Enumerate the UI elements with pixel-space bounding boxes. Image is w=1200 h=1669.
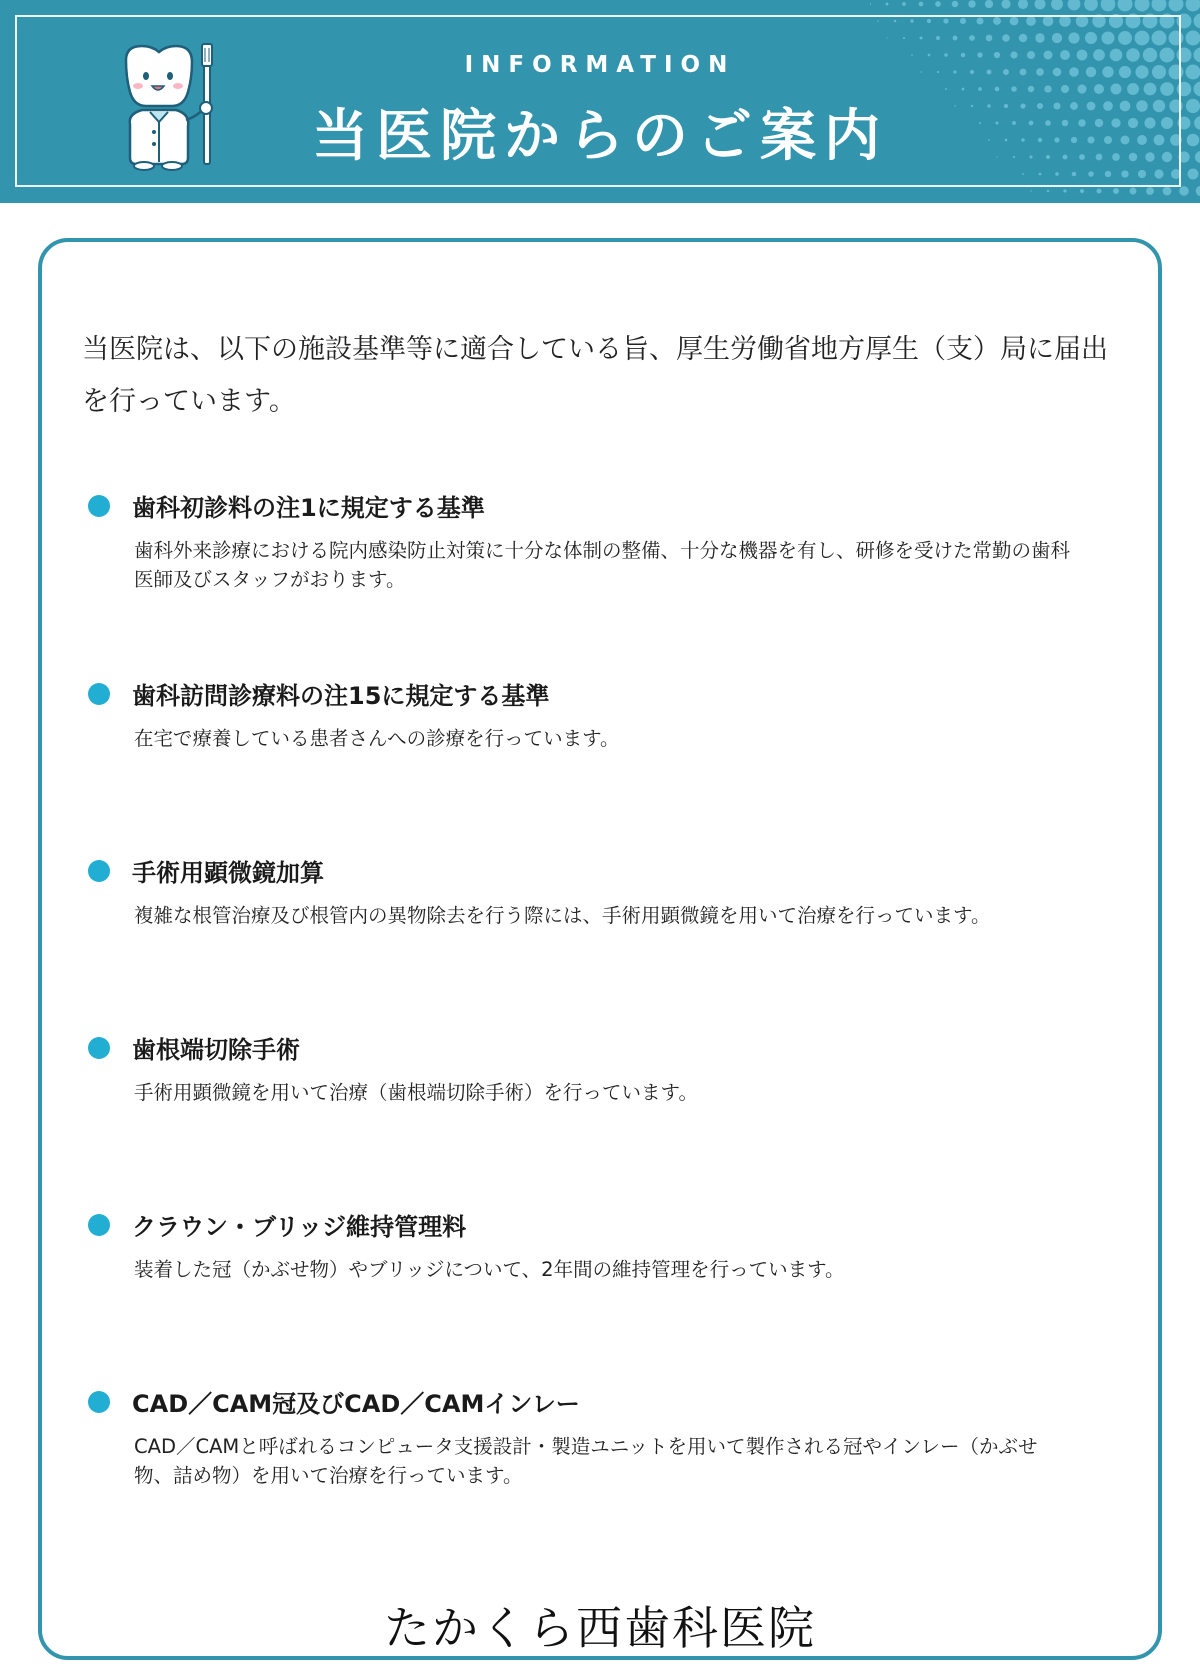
clinic-name: たかくら西歯科医院 (384, 1601, 816, 1655)
item-title: クラウン・ブリッジ維持管理料 (132, 1213, 467, 1241)
item-title: 歯科訪問診療料の注15に規定する基準 (132, 682, 550, 710)
item-title: CAD／CAM冠及びCAD／CAMインレー (132, 1390, 580, 1418)
item-description: 在宅で療養している患者さんへの診療を行っています。 (134, 727, 620, 750)
bullet-icon (88, 683, 110, 705)
item-description: 装着した冠（かぶせ物）やブリッジについて、2年間の維持管理を行っています。 (134, 1258, 845, 1281)
header-banner (0, 0, 1200, 203)
bullet-icon (88, 1037, 110, 1059)
bullet-icon (88, 1214, 110, 1236)
bullet-icon (88, 495, 110, 517)
bullet-icon (88, 860, 110, 882)
item-description: 複雑な根管治療及び根管内の異物除去を行う際には、手術用顕微鏡を用いて治療を行っています。 (134, 904, 991, 927)
item-description: CAD／CAMと呼ばれるコンピュータ支援設計・製造ユニットを用いて製作される冠やインレー（かぶせ物、詰め物）を用いて治療を行っています。 (134, 1435, 1038, 1487)
bullet-icon (88, 1391, 110, 1413)
item-title: 歯根端切除手術 (132, 1036, 300, 1064)
item-title: 手術用顕微鏡加算 (132, 859, 324, 887)
item-description: 歯科外来診療における院内感染防止対策に十分な体制の整備、十分な機器を有し、研修を受けた常勤の歯科医師及びスタッフがおります。 (134, 539, 1071, 591)
page-title: 当医院からのご案内 (312, 104, 888, 169)
item-description: 手術用顕微鏡を用いて治療（歯根端切除手術）を行っています。 (134, 1081, 698, 1104)
item-title: 歯科初診料の注1に規定する基準 (132, 494, 485, 522)
intro-text: 当医院は、以下の施設基準等に適合している旨、厚生労働省地方厚生（支）局に届出を行っています。 (82, 334, 1108, 417)
header-subtitle: INFORMATION (464, 52, 736, 78)
